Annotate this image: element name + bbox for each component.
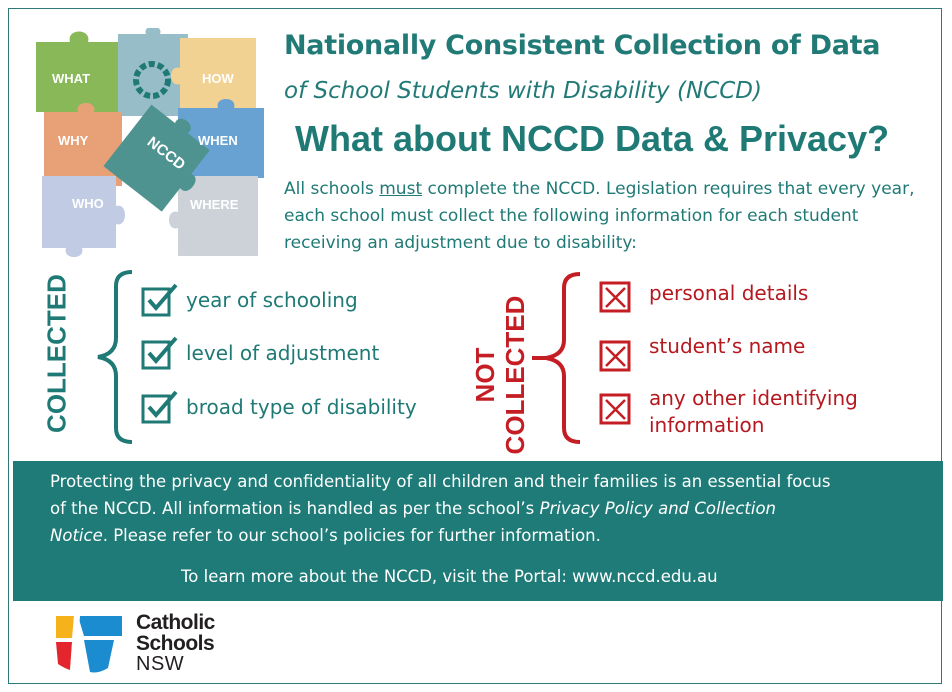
not-collected-item-3-cont: information (649, 413, 765, 437)
collected-item-1: year of schooling (186, 288, 358, 312)
puzzle-graphic (30, 28, 270, 260)
not-collected-item-2: student’s name (649, 334, 806, 358)
not-collected-label (470, 295, 530, 455)
not-collected-x-icon-3 (598, 390, 634, 426)
logo-line-2: Schools (136, 632, 215, 655)
not-collected-item-3: any other identifying (649, 386, 858, 410)
collected-item-2: level of adjustment (186, 341, 380, 365)
not-collected-brace-icon (530, 270, 586, 446)
collected-check-icon-2 (140, 334, 180, 370)
title-line-2: of School Students with Disability (NCCD) (284, 78, 762, 104)
not-collected-x-icon-2 (598, 337, 634, 373)
not-collected-item-1: personal details (649, 281, 809, 305)
puzzle-label-nccd: NCCD (143, 133, 189, 174)
logo-line-3: NSW (136, 653, 185, 675)
logo-wordmark (136, 612, 215, 654)
logo-line-1: Catholic (136, 611, 215, 634)
privacy-line-1: Protecting the privacy and confidentiality of all children and their families is an essential focus (50, 472, 831, 491)
title-line-1: Nationally Consistent Collection of Data (284, 30, 881, 61)
not-collected-label-line1: NOT (470, 347, 500, 403)
page-title: What about NCCD Data & Privacy? (295, 118, 890, 159)
privacy-line-2: of the NCCD. All information is handled as per the school’s Privacy Policy and Collection (50, 499, 777, 518)
puzzle-label-who: WHO (72, 196, 104, 211)
privacy-line-3: Notice. Please refer to our school’s policies for further information. (50, 526, 601, 545)
not-collected-label-line2: COLLECTED (500, 295, 530, 455)
catholic-schools-nsw-logo-icon (54, 614, 126, 676)
puzzle-label-why: WHY (58, 133, 89, 148)
privacy-band (13, 461, 943, 601)
puzzle-label-where: WHERE (190, 197, 239, 212)
collected-label: COLLECTED (41, 274, 72, 433)
puzzle-piece-who (42, 176, 125, 257)
intro-paragraph (284, 176, 940, 257)
not-collected-x-icon-1 (598, 278, 634, 314)
puzzle-label-how: HOW (202, 71, 234, 86)
puzzle-label-what: WHAT (52, 71, 91, 86)
intro-emphasis: must (379, 179, 423, 199)
portal-text: To learn more about the NCCD, visit the Portal: www.nccd.edu.au (181, 567, 718, 586)
collected-check-icon-1 (140, 281, 180, 317)
collected-brace-icon (80, 268, 140, 446)
puzzle-label-when: WHEN (198, 133, 238, 148)
intro-text-after: complete the NCCD. Legislation requires that every year, each school must collect the following information for each student receiving an adjustment due to disability: (284, 179, 915, 253)
collected-item-3: broad type of disability (186, 395, 417, 419)
collected-check-icon-3 (140, 388, 180, 424)
intro-text-before: All schools (284, 179, 380, 199)
